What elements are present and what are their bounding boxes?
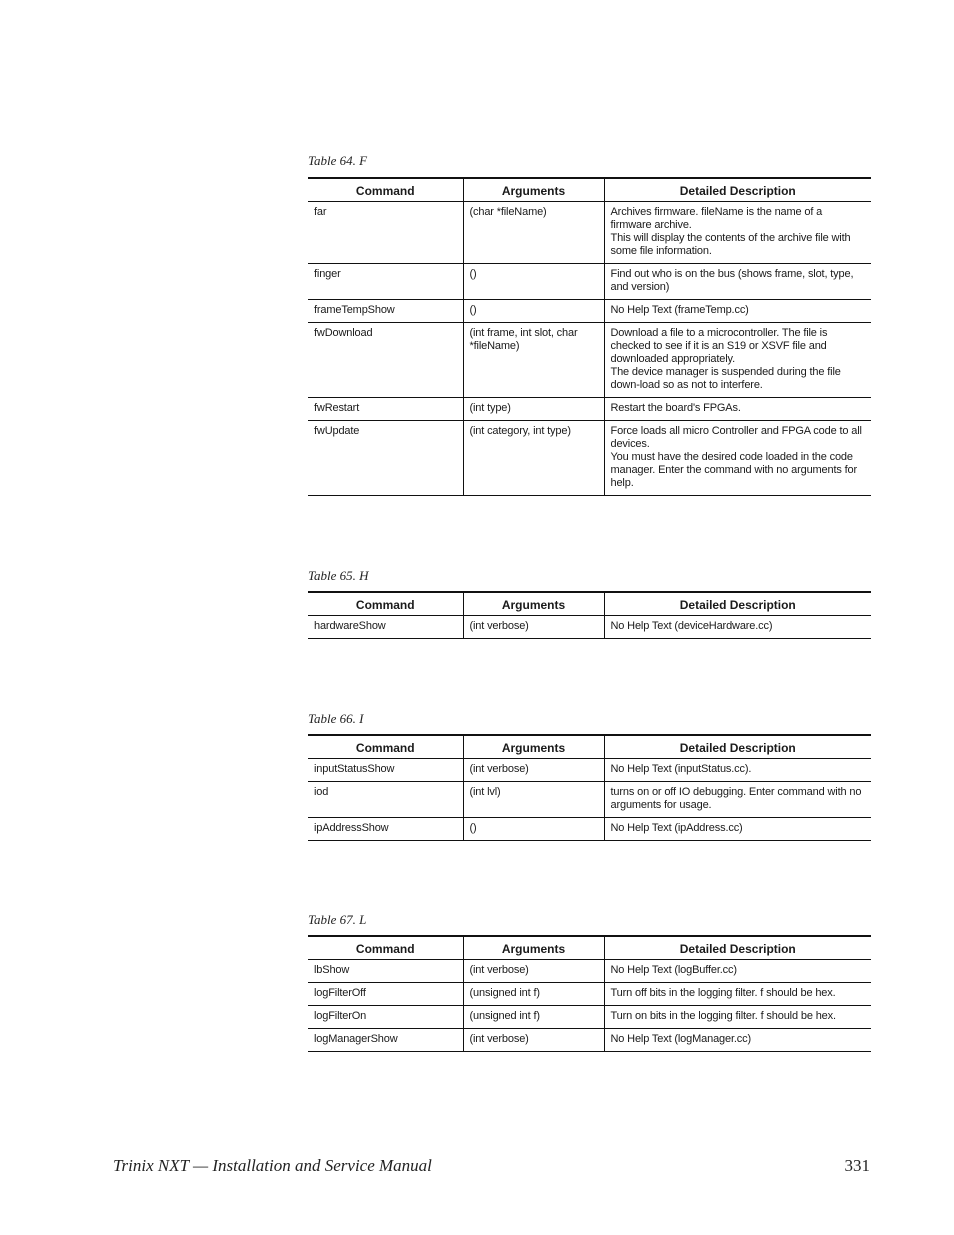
footer-manual-title: Trinix NXT — Installation and Service Manual [113,1156,432,1175]
description-paragraph: Archives firmware. fileName is the name of a firmware archive. [610,206,823,231]
column-header-description: Detailed Description [604,735,871,759]
table-64 [308,177,871,496]
table-row [308,983,871,1006]
table-row [308,202,871,264]
description-paragraph: Turn on bits in the logging filter. f should be hex. [610,1010,836,1022]
description-cell [604,1006,871,1029]
description-cell [604,398,871,421]
arguments-cell: (char *fileName) [463,202,604,264]
table-row [308,264,871,300]
column-header-command: Command [308,936,463,960]
table-row [308,616,871,639]
command-cell: logManagerShow [308,1029,463,1052]
description-paragraph: No Help Text (deviceHardware.cc) [610,620,773,632]
description-cell [604,1029,871,1052]
description-cell [604,323,871,398]
table-64-caption: Table 64. F [308,153,368,168]
footer-page-number: 331 [844,1156,870,1175]
command-cell: inputStatusShow [308,759,463,782]
command-cell: fwRestart [308,398,463,421]
arguments-cell: () [463,264,604,300]
arguments-cell: (int verbose) [463,960,604,983]
description-cell [604,782,871,818]
description-paragraph: This will display the contents of the archive file with some file information. [610,232,851,257]
table-row [308,421,871,496]
table-row [308,1006,871,1029]
command-cell: hardwareShow [308,616,463,639]
description-cell [604,300,871,323]
description-paragraph: No Help Text (ipAddress.cc) [610,822,743,834]
table-row [308,960,871,983]
table-row [308,818,871,841]
arguments-cell: (int verbose) [463,616,604,639]
table-row [308,300,871,323]
column-header-arguments: Arguments [463,178,604,202]
description-paragraph: Force loads all micro Controller and FPGA code to all devices. [610,425,862,450]
column-header-description: Detailed Description [604,592,871,616]
command-cell: fwUpdate [308,421,463,496]
command-cell: iod [308,782,463,818]
column-header-arguments: Arguments [463,735,604,759]
description-paragraph: Turn off bits in the logging filter. f should be hex. [610,987,836,999]
table-65 [308,591,871,639]
arguments-cell: (unsigned int f) [463,983,604,1006]
description-cell [604,818,871,841]
description-paragraph: No Help Text (inputStatus.cc). [610,763,752,775]
command-cell: ipAddressShow [308,818,463,841]
description-cell [604,616,871,639]
description-paragraph: Download a file to a microcontroller. The file is checked to see if it is an S19 or XSVF file and downloaded appropriately. [610,327,828,365]
arguments-cell: (unsigned int f) [463,1006,604,1029]
description-paragraph: turns on or off IO debugging. Enter command with no arguments for usage. [610,786,862,811]
description-cell [604,264,871,300]
column-header-description: Detailed Description [604,178,871,202]
command-cell: logFilterOn [308,1006,463,1029]
description-paragraph: No Help Text (logBuffer.cc) [610,964,737,976]
description-paragraph: Find out who is on the bus (shows frame, slot, type, and version) [610,268,854,293]
table-row [308,1029,871,1052]
arguments-cell: (int frame, int slot, char *fileName) [463,323,604,398]
table-row [308,323,871,398]
arguments-cell: (int type) [463,398,604,421]
description-cell [604,983,871,1006]
command-cell: lbShow [308,960,463,983]
column-header-arguments: Arguments [463,592,604,616]
arguments-cell: (int verbose) [463,759,604,782]
command-cell: finger [308,264,463,300]
table-65-caption: Table 65. H [308,568,369,583]
column-header-command: Command [308,592,463,616]
arguments-cell: () [463,818,604,841]
table-67 [308,935,871,1052]
description-paragraph: No Help Text (frameTemp.cc) [610,304,749,316]
column-header-arguments: Arguments [463,936,604,960]
column-header-description: Detailed Description [604,936,871,960]
description-paragraph: You must have the desired code loaded in the code manager. Enter the command with no arguments for help. [610,451,858,489]
arguments-cell: (int verbose) [463,1029,604,1052]
description-cell [604,202,871,264]
command-cell: far [308,202,463,264]
description-paragraph: The device manager is suspended during the file down-load so as not to interfere. [610,366,841,391]
column-header-command: Command [308,735,463,759]
arguments-cell: () [463,300,604,323]
description-cell [604,960,871,983]
column-header-command: Command [308,178,463,202]
description-paragraph: No Help Text (logManager.cc) [610,1033,751,1045]
command-cell: frameTempShow [308,300,463,323]
description-paragraph: Restart the board's FPGAs. [610,402,741,414]
description-cell [604,759,871,782]
command-cell: fwDownload [308,323,463,398]
table-row [308,398,871,421]
table-row [308,759,871,782]
description-cell [604,421,871,496]
table-66-caption: Table 66. I [308,711,364,726]
table-66 [308,734,871,841]
arguments-cell: (int lvl) [463,782,604,818]
command-cell: logFilterOff [308,983,463,1006]
arguments-cell: (int category, int type) [463,421,604,496]
table-67-caption: Table 67. L [308,912,367,927]
table-row [308,782,871,818]
